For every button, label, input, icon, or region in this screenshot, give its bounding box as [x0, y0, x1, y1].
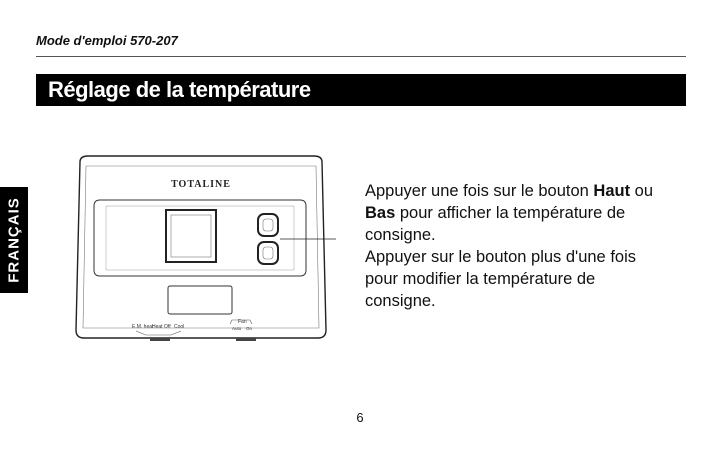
lcd-screen-inner	[171, 215, 211, 257]
manual-title: Mode d'emploi 570-207	[36, 33, 178, 48]
housing-tab-right	[236, 338, 256, 341]
section-title: Réglage de la température	[48, 77, 311, 102]
down-button	[258, 242, 278, 264]
lcd-screen	[166, 210, 216, 262]
lower-panel	[168, 286, 232, 314]
switch-label-cool: Cool	[174, 324, 185, 330]
up-button	[258, 214, 278, 236]
language-tab-label: FRANÇAIS	[5, 197, 23, 283]
up-button-label: Haut	[593, 182, 631, 200]
display-bezel-inner	[106, 206, 294, 270]
housing-tab-left	[150, 338, 170, 341]
thermostat-brand: TOTALINE	[171, 179, 231, 190]
thermostat-housing-inner	[83, 166, 319, 328]
instruction-1-mid: ou	[630, 182, 654, 200]
fan-label-on: On	[246, 326, 253, 331]
fan-label-auto: Auto	[232, 326, 242, 331]
instruction-paragraph-1	[365, 180, 665, 246]
fan-label: Fan	[238, 319, 247, 325]
down-button-label: Bas	[365, 204, 396, 222]
section-heading-bar	[36, 74, 686, 106]
switch-label-emheat: E.M. heat	[132, 324, 154, 330]
up-button-inner	[263, 219, 273, 231]
instruction-1-start: Appuyer une fois sur le bouton	[365, 182, 594, 200]
language-tab	[0, 187, 28, 293]
thermostat-illustration	[66, 152, 336, 352]
instruction-1-end: pour afficher la température de consigne.	[365, 204, 626, 244]
switch-label-off: Off	[164, 324, 171, 330]
mode-switch-bracket	[136, 331, 181, 335]
instruction-paragraph-2: Appuyer sur le bouton plus d'une fois pour modifier la température de consigne.	[365, 248, 636, 310]
instructions-text	[365, 180, 665, 312]
page-number: 6	[356, 410, 364, 425]
switch-label-heat: Heat	[152, 324, 163, 330]
header-divider	[36, 56, 686, 57]
down-button-inner	[263, 247, 273, 259]
